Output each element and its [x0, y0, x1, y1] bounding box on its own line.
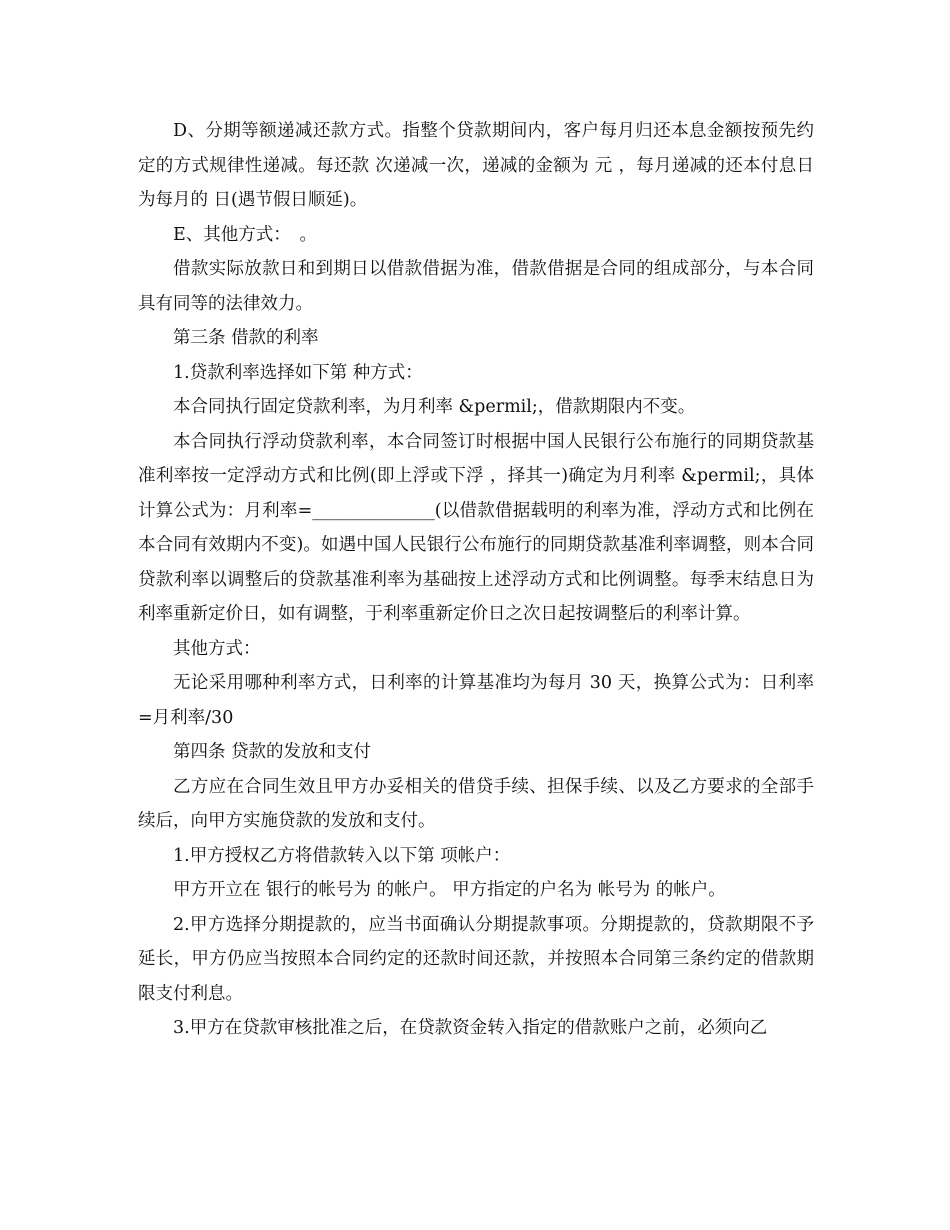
- paragraph-fixed-rate: 本合同执行固定贷款利率，为月利率 &permil;，借款期限内不变。: [173, 397, 696, 417]
- heading-article-3: 第三条 借款的利率: [173, 328, 319, 348]
- paragraph-other-rate: 其他方式：: [173, 638, 261, 659]
- paragraph-account-details: 甲方开立在 银行的帐号为 的帐户。 甲方指定的户名为 帐号为 的帐户。: [173, 880, 726, 900]
- document-body: [138, 114, 814, 1046]
- paragraph-installment-withdrawal: 2.甲方选择分期提款的，应当书面确认分期提款事项。分期提款的，贷款期限不予延长，甲方仍应当按照本合同约定的还款时间还款，并按照本合同第三条约定的借款期限支付利息。: [138, 914, 814, 1004]
- paragraph-floating-rate: 本合同执行浮动贷款利率，本合同签订时根据中国人民银行公布施行的同期贷款基准利率按一定浮动方式和比例(即上浮或下浮 ，择其一)确定为月利率 &permil;，具体计算公式为：月利率=______________(以借款借据载明的利率为准，浮动方式和比例在本合同有效期内不变)。如遇中国人民银行公布施行的同期贷款基准利率调整，则本合同贷款利率以调整后的贷款基准利率为基础按上述浮动方式和比例调整。每季末结息日为利率重新定价日，如有调整，于利率重新定价日之次日起按调整后的利率计算。: [138, 431, 814, 624]
- paragraph-pre-transfer: 3.甲方在贷款审核批准之后，在贷款资金转入指定的借款账户之前，必须向乙: [173, 1018, 768, 1038]
- paragraph-loan-receipt: 借款实际放款日和到期日以借款借据为准，借款借据是合同的组成部分，与本合同具有同等的法律效力。: [138, 259, 814, 314]
- paragraph-repayment-option-d: D、分期等额递减还款方式。指整个贷款期间内，客户每月归还本息金额按预先约定的方式规律性递减。每还款 次递减一次，递减的金额为 元 ，每月递减的还本付息日为每月的 日(遇节假日顺延)。: [138, 121, 814, 210]
- heading-article-4: 第四条 贷款的发放和支付: [173, 742, 372, 762]
- paragraph-disbursement: 乙方应在合同生效且甲方办妥相关的借贷手续、担保手续、以及乙方要求的全部手续后，向甲方实施贷款的发放和支付。: [138, 776, 814, 831]
- paragraph-repayment-option-e: E、其他方式： 。: [173, 224, 318, 245]
- paragraph-daily-rate: 无论采用哪种利率方式，日利率的计算基准均为每月 30 天，换算公式为：日利率=月利率/30: [138, 673, 814, 728]
- paragraph-rate-choice: 1.贷款利率选择如下第 种方式：: [173, 362, 423, 383]
- paragraph-account-choice: 1.甲方授权乙方将借款转入以下第 项帐户：: [173, 845, 511, 866]
